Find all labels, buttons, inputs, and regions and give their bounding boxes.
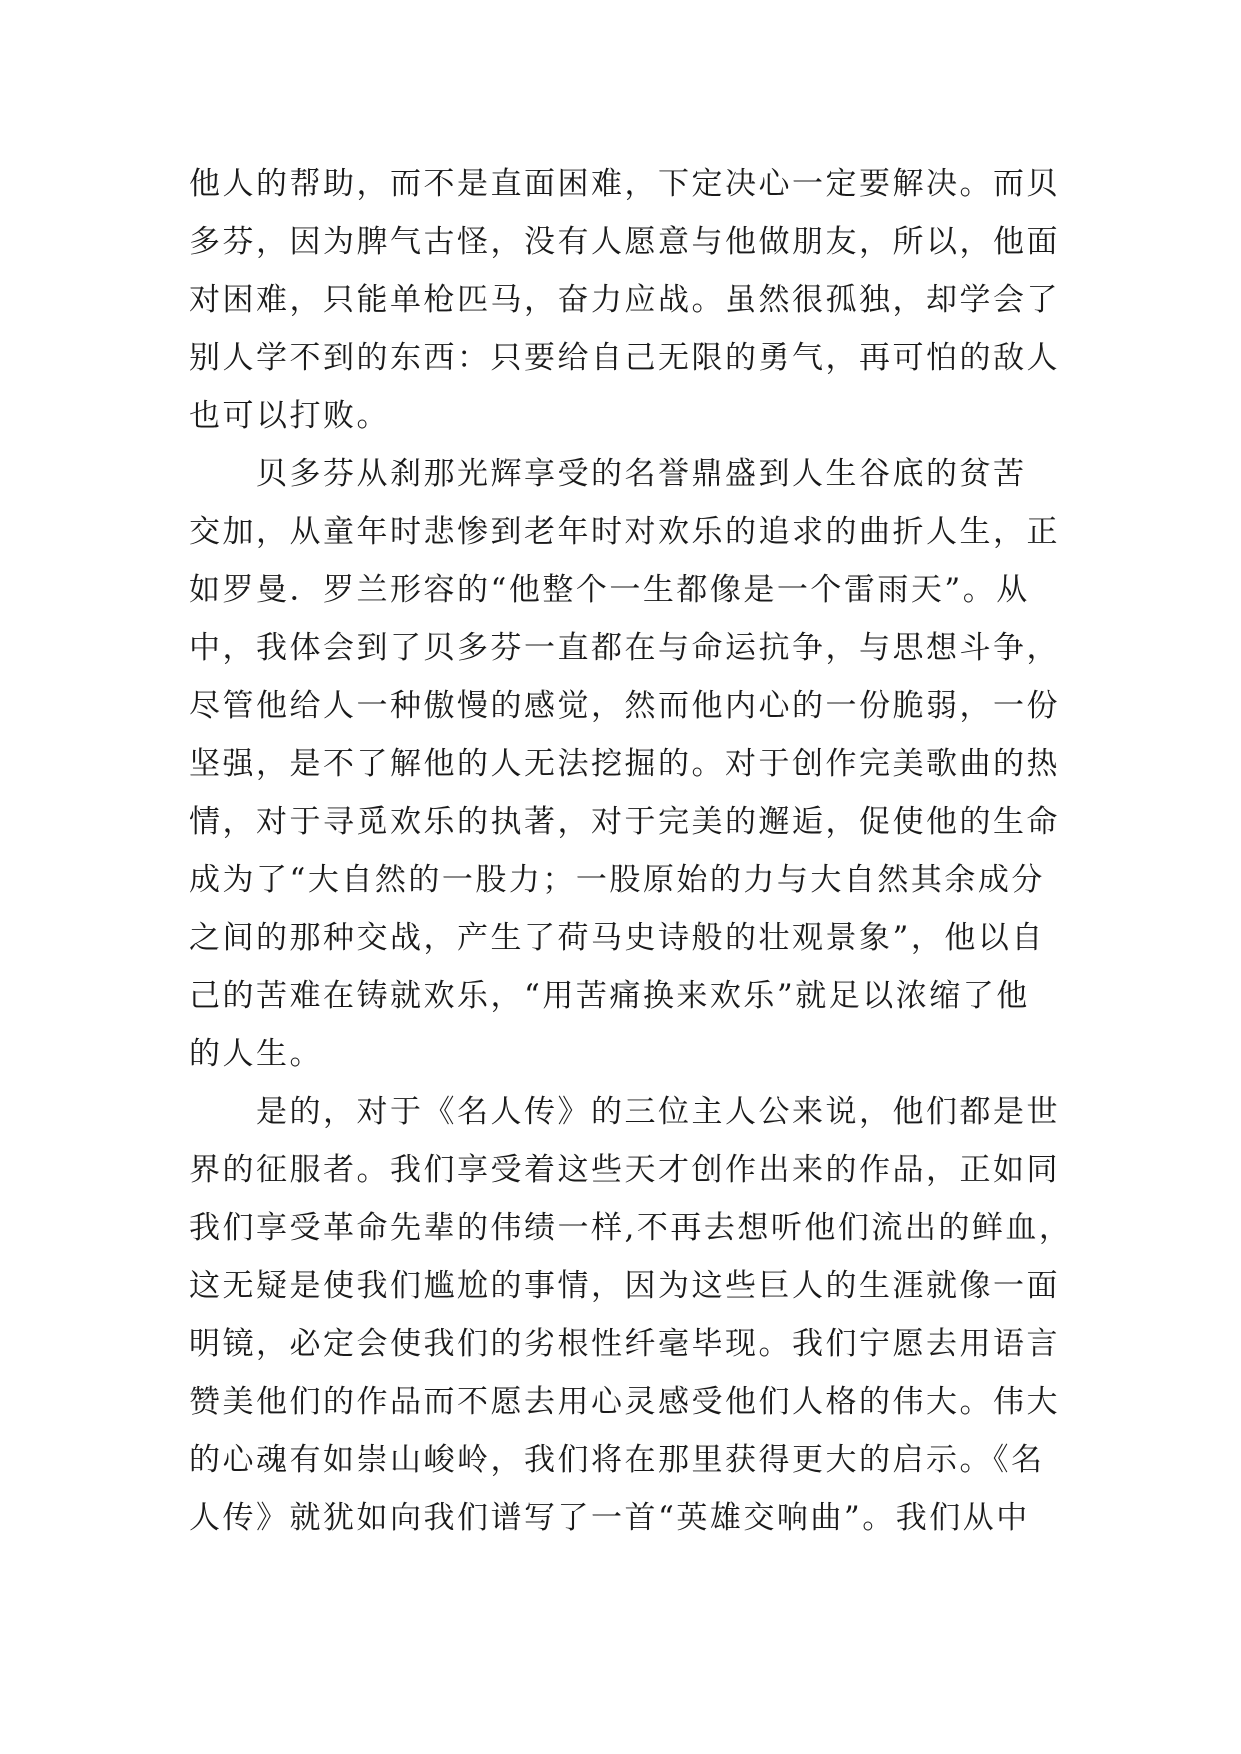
text-line: 明镜，必定会使我们的劣根性纤毫毕现。我们宁愿去用语言	[189, 1326, 1060, 1362]
text-line: 之间的那种交战，产生了荷马史诗般的壮观景象”，他以自	[189, 920, 1045, 956]
text-line: 坚强，是不了解他的人无法挖掘的。对于创作完美歌曲的热	[189, 746, 1060, 782]
text-line: 界的征服者。我们享受着这些天才创作出来的作品，正如同	[189, 1152, 1060, 1188]
text-line: 如罗曼．罗兰形容的“他整个一生都像是一个雷雨天”。从	[189, 572, 1030, 608]
text-line: 他人的帮助，而不是直面困难，下定决心一定要解决。而贝	[189, 166, 1060, 202]
text-line: 己的苦难在铸就欢乐，“用苦痛换来欢乐”就足以浓缩了他	[189, 978, 1030, 1014]
text-line: 尽管他给人一种傲慢的感觉，然而他内心的一份脆弱，一份	[189, 688, 1060, 724]
text-line: 的心魂有如崇山峻岭，我们将在那里获得更大的启示。《名	[189, 1442, 1045, 1478]
text-line: 中，我体会到了贝多芬一直都在与命运抗争，与思想斗争，	[189, 630, 1060, 666]
text-line: 我们享受革命先辈的伟绩一样,不再去想听他们流出的鲜血，	[189, 1210, 1073, 1246]
text-line: 贝多芬从刹那光辉享受的名誉鼎盛到人生谷底的贫苦	[189, 456, 1027, 492]
body-text	[189, 155, 1073, 1547]
text-line: 成为了“大自然的一股力；一股原始的力与大自然其余成分	[189, 862, 1045, 898]
text-line: 这无疑是使我们尴尬的事情，因为这些巨人的生涯就像一面	[189, 1268, 1060, 1304]
text-line: 也可以打败。	[189, 398, 390, 434]
text-line: 多芬，因为脾气古怪，没有人愿意与他做朋友，所以，他面	[189, 224, 1060, 260]
text-line: 的人生。	[189, 1036, 323, 1072]
text-line: 赞美他们的作品而不愿去用心灵感受他们人格的伟大。伟大	[189, 1384, 1060, 1420]
text-line: 人传》就犹如向我们谱写了一首“英雄交响曲”。我们从中	[189, 1500, 1030, 1536]
text-line: 情，对于寻觅欢乐的执著，对于完美的邂逅，促使他的生命	[189, 804, 1060, 840]
text-line: 交加，从童年时悲惨到老年时对欢乐的追求的曲折人生，正	[189, 514, 1060, 550]
text-line: 是的，对于《名人传》的三位主人公来说，他们都是世	[189, 1094, 1060, 1130]
text-line: 别人学不到的东西：只要给自己无限的勇气，再可怕的敌人	[189, 340, 1060, 376]
text-line: 对困难，只能单枪匹马，奋力应战。虽然很孤独，却学会了	[189, 282, 1060, 318]
